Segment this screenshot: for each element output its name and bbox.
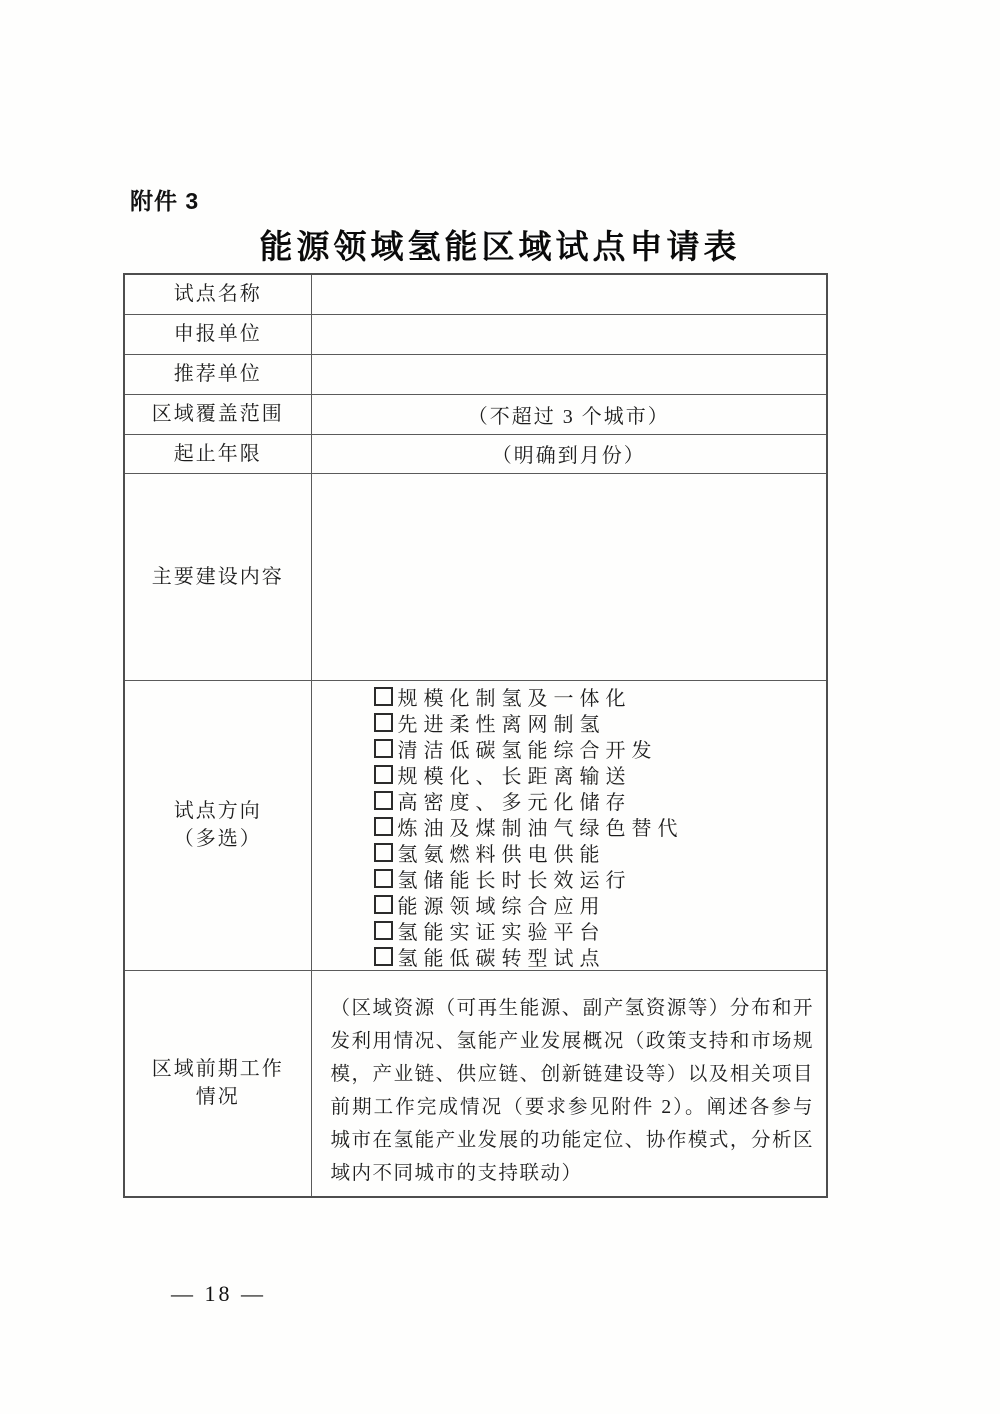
checkbox-options-list [312,681,827,970]
option-label: 氢能低碳转型试点 [397,948,606,970]
row-duration [124,434,827,473]
pilot-name-label: 试点名称 [124,274,311,314]
option-label: 炼油及煤制油气绿色替代 [397,818,684,840]
coverage-value: （不超过 3 个城市） [311,394,827,434]
preliminary-work-value-cell [311,970,827,1197]
preliminary-work-text: （区域资源（可再生能源、副产氢资源等）分布和开发利用情况、氢能产业发展概况（政策支持和市场规模，产业链、供应链、创新链建设等）以及相关项目前期工作完成情况（要求参见附件 2）。阐述各参与城市在氢能产业发展的功能定位、协作模式，分析区域内不同城市的支持联动） [330,998,814,1185]
checkbox-option [374,736,827,762]
main-construction-value-cell [311,473,827,680]
option-label: 氢氨燃料供电供能 [397,844,606,866]
checkbox-icon [374,843,393,862]
row-pilot-name [124,274,827,314]
option-label: 规模化制氢及一体化 [397,688,632,710]
applicant-unit-label: 申报单位 [124,314,311,354]
pilot-direction-options-cell [311,680,827,970]
checkbox-option [374,892,827,918]
checkbox-option [374,762,827,788]
main-construction-label: 主要建设内容 [124,473,311,680]
duration-label: 起止年限 [124,434,311,473]
row-pilot-direction [124,680,827,970]
option-label: 高密度、多元化储存 [397,792,632,814]
pilot-direction-label-line2: （多选） [173,828,262,850]
preliminary-work-label [124,970,311,1197]
checkbox-option [374,710,827,736]
checkbox-icon [374,869,393,888]
coverage-label: 区域覆盖范围 [124,394,311,434]
checkbox-icon [374,713,393,732]
row-preliminary-work [124,970,827,1197]
checkbox-option [374,840,827,866]
checkbox-icon [374,947,393,966]
option-label: 先进柔性离网制氢 [397,714,606,736]
row-main-construction [124,473,827,680]
recommend-unit-value-cell [311,354,827,394]
checkbox-icon [374,921,393,940]
checkbox-icon [374,687,393,706]
checkbox-icon [374,817,393,836]
application-form-table [123,273,828,1198]
pilot-direction-label [124,680,311,970]
checkbox-icon [374,895,393,914]
checkbox-option [374,814,827,840]
checkbox-icon [374,765,393,784]
page-number: — 18 — [171,1281,266,1306]
option-label: 氢能实证实验平台 [397,922,606,944]
applicant-unit-value-cell [311,314,827,354]
row-coverage [124,394,827,434]
recommend-unit-label: 推荐单位 [124,354,311,394]
row-recommend-unit [124,354,827,394]
option-label: 能源领域综合应用 [397,896,606,918]
pilot-name-value-cell [311,274,827,314]
checkbox-option [374,866,827,892]
attachment-label: 附件 3 [130,188,200,214]
checkbox-icon [374,739,393,758]
duration-value: （明确到月份） [311,434,827,473]
page-title: 能源领域氢能区域试点申请表 [259,228,741,265]
checkbox-option [374,944,827,970]
checkbox-option [374,684,827,710]
option-label: 清洁低碳氢能综合开发 [397,740,658,762]
option-label: 规模化、长距离输送 [397,766,632,788]
checkbox-option [374,918,827,944]
row-applicant-unit [124,314,827,354]
pilot-direction-label-line1: 试点方向 [173,800,262,822]
checkbox-option [374,788,827,814]
preliminary-work-label-line2: 情况 [195,1086,240,1109]
option-label: 氢储能长时长效运行 [397,870,632,892]
preliminary-work-label-line1: 区域前期工作 [151,1058,284,1081]
checkbox-icon [374,791,393,810]
